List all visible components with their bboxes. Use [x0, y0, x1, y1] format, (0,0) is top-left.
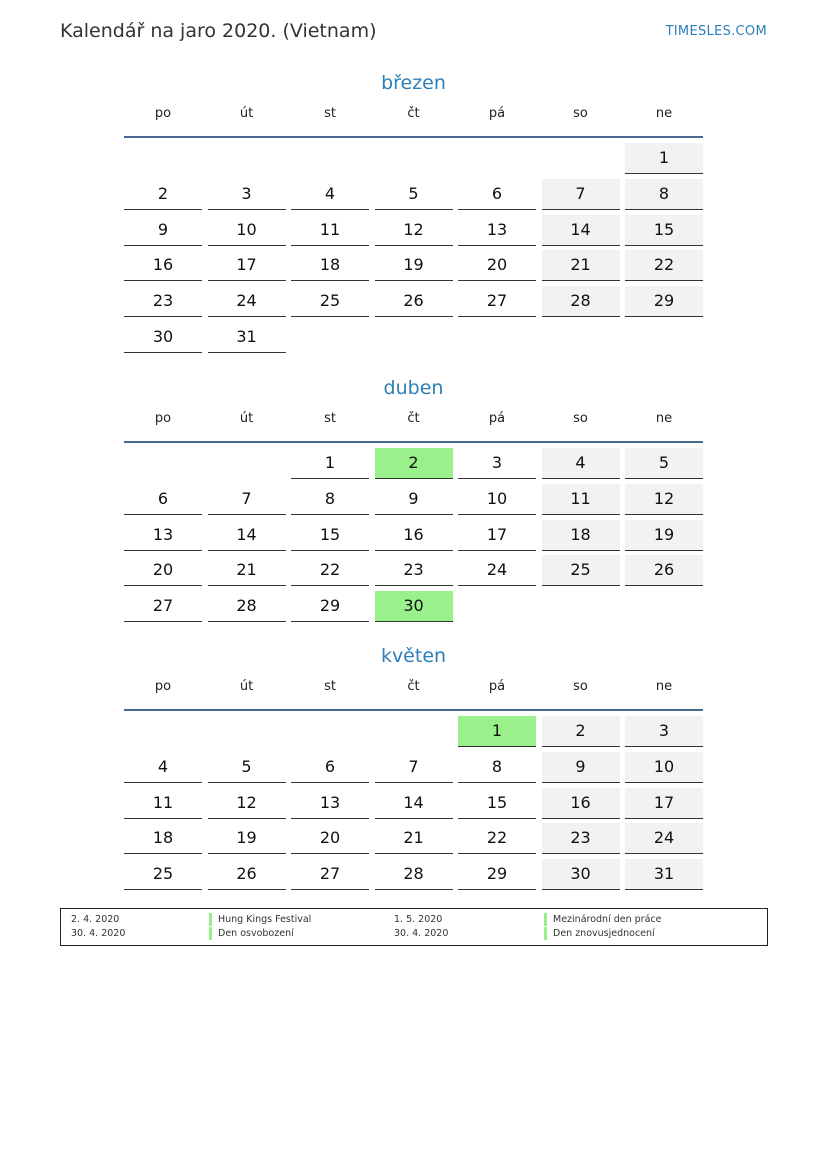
legend-date: 30. 4. 2020 [71, 928, 126, 939]
day-cell: 20 [458, 250, 536, 281]
weekday-header [124, 409, 703, 441]
day-cell: 27 [458, 286, 536, 317]
legend-date: 1. 5. 2020 [394, 914, 443, 925]
day-cell: 24 [625, 823, 703, 854]
legend-date: 30. 4. 2020 [394, 928, 449, 939]
weekday-label: po [154, 106, 172, 121]
month-calendar [124, 68, 703, 359]
day-cell: 4 [542, 448, 620, 479]
day-cell: 22 [458, 823, 536, 854]
day-cell: 8 [625, 179, 703, 210]
weekday-label: pá [488, 411, 506, 426]
day-cell: 4 [291, 179, 369, 210]
day-cell: 21 [208, 555, 286, 586]
month-calendar [124, 373, 703, 628]
day-cell: 6 [124, 484, 202, 515]
weekday-header [124, 104, 703, 136]
weekday-header [124, 677, 703, 709]
day-cell: 5 [375, 179, 453, 210]
day-cell: 30 [124, 322, 202, 353]
day-cell: 16 [124, 250, 202, 281]
day-cell: 15 [291, 520, 369, 551]
month-calendar [124, 641, 703, 896]
day-cell: 18 [542, 520, 620, 551]
day-cell: 28 [375, 859, 453, 890]
day-cell: 6 [291, 752, 369, 783]
day-cell: 19 [208, 823, 286, 854]
day-cell: 1 [291, 448, 369, 479]
day-cell: 15 [458, 788, 536, 819]
day-cell: 2 [375, 448, 453, 479]
weekday-label: pá [488, 679, 506, 694]
day-cell: 13 [291, 788, 369, 819]
day-grid [124, 138, 703, 359]
weekday-label: ne [655, 106, 673, 121]
day-cell: 10 [208, 215, 286, 246]
day-cell: 29 [458, 859, 536, 890]
month-title: květen [380, 645, 447, 667]
day-cell: 20 [124, 555, 202, 586]
day-cell: 30 [542, 859, 620, 890]
day-cell: 28 [208, 591, 286, 622]
weekday-label: so [573, 106, 588, 121]
weekday-label: čt [407, 679, 420, 694]
weekday-label: út [239, 411, 254, 426]
day-cell: 24 [458, 555, 536, 586]
day-cell: 22 [291, 555, 369, 586]
day-cell: 18 [124, 823, 202, 854]
legend-holiday-name: Den znovusjednocení [544, 927, 655, 940]
weekday-label: út [239, 679, 254, 694]
day-cell: 3 [208, 179, 286, 210]
day-cell: 11 [542, 484, 620, 515]
weekday-label: út [239, 106, 254, 121]
day-cell: 8 [458, 752, 536, 783]
day-cell: 21 [375, 823, 453, 854]
day-cell: 2 [542, 716, 620, 747]
day-cell: 19 [625, 520, 703, 551]
day-cell: 12 [375, 215, 453, 246]
day-cell: 22 [625, 250, 703, 281]
day-cell: 15 [625, 215, 703, 246]
day-cell: 10 [458, 484, 536, 515]
day-cell: 29 [625, 286, 703, 317]
day-cell: 23 [375, 555, 453, 586]
day-grid [124, 443, 703, 628]
legend-holiday-name: Den osvobození [209, 927, 294, 940]
day-cell: 3 [458, 448, 536, 479]
brand-logo-text[interactable]: TIMESLES.COM [665, 24, 767, 39]
day-grid [124, 711, 703, 896]
weekday-label: st [324, 679, 336, 694]
day-cell: 14 [208, 520, 286, 551]
weekday-label: so [573, 411, 588, 426]
day-cell: 11 [124, 788, 202, 819]
day-cell: 21 [542, 250, 620, 281]
day-cell: 23 [124, 286, 202, 317]
day-cell: 31 [208, 322, 286, 353]
weekday-label: po [154, 679, 172, 694]
day-cell: 12 [208, 788, 286, 819]
day-cell: 26 [625, 555, 703, 586]
day-cell: 2 [124, 179, 202, 210]
day-cell: 8 [291, 484, 369, 515]
day-cell: 7 [375, 752, 453, 783]
day-cell: 24 [208, 286, 286, 317]
day-cell: 25 [542, 555, 620, 586]
day-cell: 16 [542, 788, 620, 819]
day-cell: 9 [124, 215, 202, 246]
day-cell: 5 [625, 448, 703, 479]
legend-holiday-name: Mezinárodní den práce [544, 913, 661, 926]
holiday-legend [60, 908, 768, 946]
day-cell: 6 [458, 179, 536, 210]
day-cell: 27 [124, 591, 202, 622]
weekday-label: ne [655, 679, 673, 694]
day-cell: 5 [208, 752, 286, 783]
month-title: březen [381, 72, 446, 94]
day-cell: 23 [542, 823, 620, 854]
legend-date: 2. 4. 2020 [71, 914, 120, 925]
day-cell: 20 [291, 823, 369, 854]
weekday-label: so [573, 679, 588, 694]
weekday-label: pá [488, 106, 506, 121]
day-cell: 28 [542, 286, 620, 317]
day-cell: 16 [375, 520, 453, 551]
weekday-label: st [324, 106, 336, 121]
day-cell: 31 [625, 859, 703, 890]
day-cell: 9 [375, 484, 453, 515]
day-cell: 11 [291, 215, 369, 246]
day-cell: 1 [625, 143, 703, 174]
day-cell: 18 [291, 250, 369, 281]
day-cell: 3 [625, 716, 703, 747]
day-cell: 9 [542, 752, 620, 783]
day-cell: 14 [375, 788, 453, 819]
day-cell: 26 [208, 859, 286, 890]
day-cell: 30 [375, 591, 453, 622]
legend-holiday-name: Hung Kings Festival [209, 913, 311, 926]
weekday-label: čt [407, 411, 420, 426]
day-cell: 25 [291, 286, 369, 317]
day-cell: 12 [625, 484, 703, 515]
weekday-label: po [154, 411, 172, 426]
weekday-label: ne [655, 411, 673, 426]
day-cell: 29 [291, 591, 369, 622]
day-cell: 4 [124, 752, 202, 783]
day-cell: 13 [458, 215, 536, 246]
day-cell: 13 [124, 520, 202, 551]
day-cell: 27 [291, 859, 369, 890]
day-cell: 7 [542, 179, 620, 210]
weekday-label: čt [407, 106, 420, 121]
day-cell: 1 [458, 716, 536, 747]
day-cell: 17 [625, 788, 703, 819]
month-title: duben [383, 377, 444, 399]
weekday-label: st [324, 411, 336, 426]
day-cell: 17 [458, 520, 536, 551]
day-cell: 25 [124, 859, 202, 890]
day-cell: 17 [208, 250, 286, 281]
day-cell: 26 [375, 286, 453, 317]
day-cell: 14 [542, 215, 620, 246]
day-cell: 19 [375, 250, 453, 281]
page-title: Kalendář na jaro 2020. (Vietnam) [60, 20, 377, 42]
day-cell: 7 [208, 484, 286, 515]
day-cell: 10 [625, 752, 703, 783]
